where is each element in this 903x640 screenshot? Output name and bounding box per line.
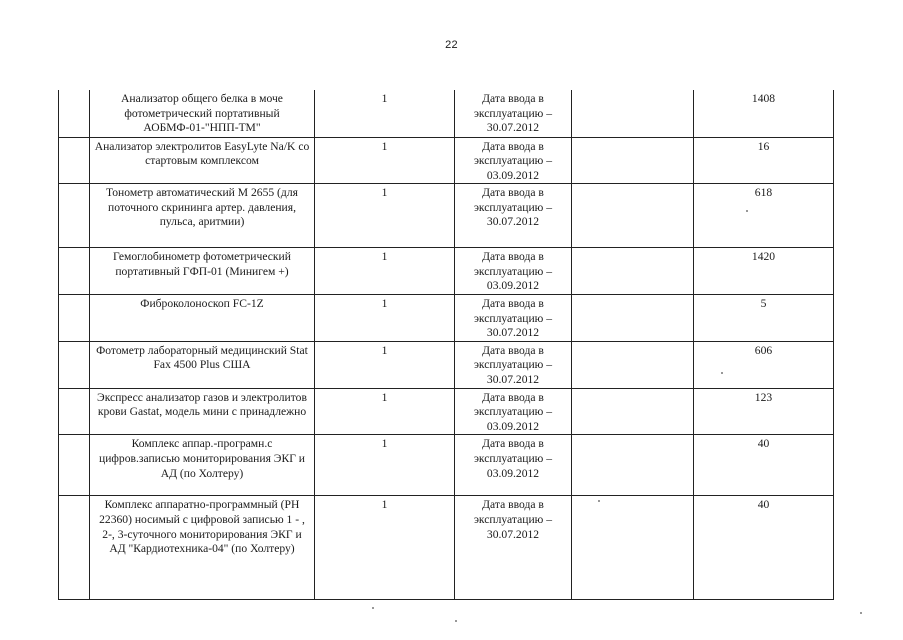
scan-speck [860, 612, 862, 614]
value-text: 1420 [751, 250, 776, 264]
empty-cell [572, 388, 694, 435]
quantity-cell: 1 [315, 388, 455, 435]
scan-speck [721, 372, 723, 374]
equipment-name: Анализатор электролитов EasyLyte Na/K со стартовым комплексом [90, 137, 315, 184]
quantity-cell: 1 [315, 248, 455, 295]
empty-cell [572, 295, 694, 342]
quantity-cell: 1 [315, 90, 455, 137]
scan-speck [746, 210, 748, 212]
empty-cell [572, 137, 694, 184]
page-number: 22 [445, 39, 458, 51]
table-row [59, 496, 834, 600]
table-row [59, 388, 834, 435]
value-text: 40 [757, 437, 770, 451]
empty-cell [572, 496, 694, 600]
table-row [59, 184, 834, 248]
value-cell [694, 341, 834, 388]
value-cell [694, 90, 834, 137]
quantity-cell: 1 [315, 184, 455, 248]
commission-date: Дата ввода в эксплуатацию – 03.09.2012 [455, 435, 572, 496]
quantity-cell: 1 [315, 295, 455, 342]
empty-cell [572, 248, 694, 295]
commission-date: Дата ввода в эксплуатацию – 30.07.2012 [455, 496, 572, 600]
value-cell [694, 496, 834, 600]
equipment-name: Анализатор общего белка в моче фотометрический портативный АОБМФ-01-"НПП-ТМ" [90, 90, 315, 137]
table-row [59, 90, 834, 137]
table-row [59, 295, 834, 342]
value-text: 618 [754, 186, 773, 200]
value-text: 16 [757, 139, 770, 153]
equipment-name: Фотометр лабораторный медицинский Stat Fax 4500 Plus США [90, 341, 315, 388]
scan-speck [455, 620, 457, 622]
value-text: 1408 [751, 92, 776, 105]
table-row [59, 137, 834, 184]
index-cell [59, 184, 90, 248]
quantity-cell: 1 [315, 341, 455, 388]
quantity-cell: 1 [315, 435, 455, 496]
equipment-name: Комплекс аппаратно-программный (РН 22360) носимый с цифровой записью 1 - , 2-, 3-суточного мониторирования ЭКГ и АД "Кардиотехника-04" (по Холтеру) [90, 496, 315, 600]
index-cell [59, 248, 90, 295]
index-cell [59, 496, 90, 600]
index-cell [59, 295, 90, 342]
value-cell [694, 184, 834, 248]
equipment-name: Экспресс анализатор газов и электролитов крови Gastat, модель мини с принадлежно [90, 388, 315, 435]
value-cell [694, 435, 834, 496]
index-cell [59, 341, 90, 388]
commission-date: Дата ввода в эксплуатацию – 30.07.2012 [455, 90, 572, 137]
equipment-name: Гемоглобинометр фотометрический портативный ГФП-01 (Минигем +) [90, 248, 315, 295]
commission-date: Дата ввода в эксплуатацию – 03.09.2012 [455, 388, 572, 435]
empty-cell [572, 341, 694, 388]
index-cell [59, 388, 90, 435]
equipment-table [58, 90, 834, 600]
value-cell [694, 388, 834, 435]
scan-speck [372, 607, 374, 609]
value-cell [694, 248, 834, 295]
equipment-name: Тонометр автоматический М 2655 (для поточного скрининга артер. давления, пульса, аритмии) [90, 184, 315, 248]
quantity-cell: 1 [315, 137, 455, 184]
commission-date: Дата ввода в эксплуатацию – 03.09.2012 [455, 137, 572, 184]
value-text: 40 [757, 498, 770, 512]
value-text: 5 [760, 297, 767, 311]
quantity-cell: 1 [315, 496, 455, 600]
equipment-name: Комплекс аппар.-програмн.с цифров.записью мониторирования ЭКГ и АД (по Холтеру) [90, 435, 315, 496]
value-text: 606 [754, 343, 773, 357]
value-cell [694, 295, 834, 342]
table-row [59, 248, 834, 295]
commission-date: Дата ввода в эксплуатацию – 30.07.2012 [455, 341, 572, 388]
empty-cell [572, 90, 694, 137]
index-cell [59, 90, 90, 137]
commission-date: Дата ввода в эксплуатацию – 30.07.2012 [455, 184, 572, 248]
empty-cell [572, 184, 694, 248]
table-row [59, 435, 834, 496]
index-cell [59, 435, 90, 496]
value-cell [694, 137, 834, 184]
value-text: 123 [754, 390, 773, 404]
scan-speck [598, 500, 600, 502]
index-cell [59, 137, 90, 184]
commission-date: Дата ввода в эксплуатацию – 30.07.2012 [455, 295, 572, 342]
commission-date: Дата ввода в эксплуатацию – 03.09.2012 [455, 248, 572, 295]
equipment-name: Фиброколоноскоп FC-1Z [90, 295, 315, 342]
table-row [59, 341, 834, 388]
empty-cell [572, 435, 694, 496]
